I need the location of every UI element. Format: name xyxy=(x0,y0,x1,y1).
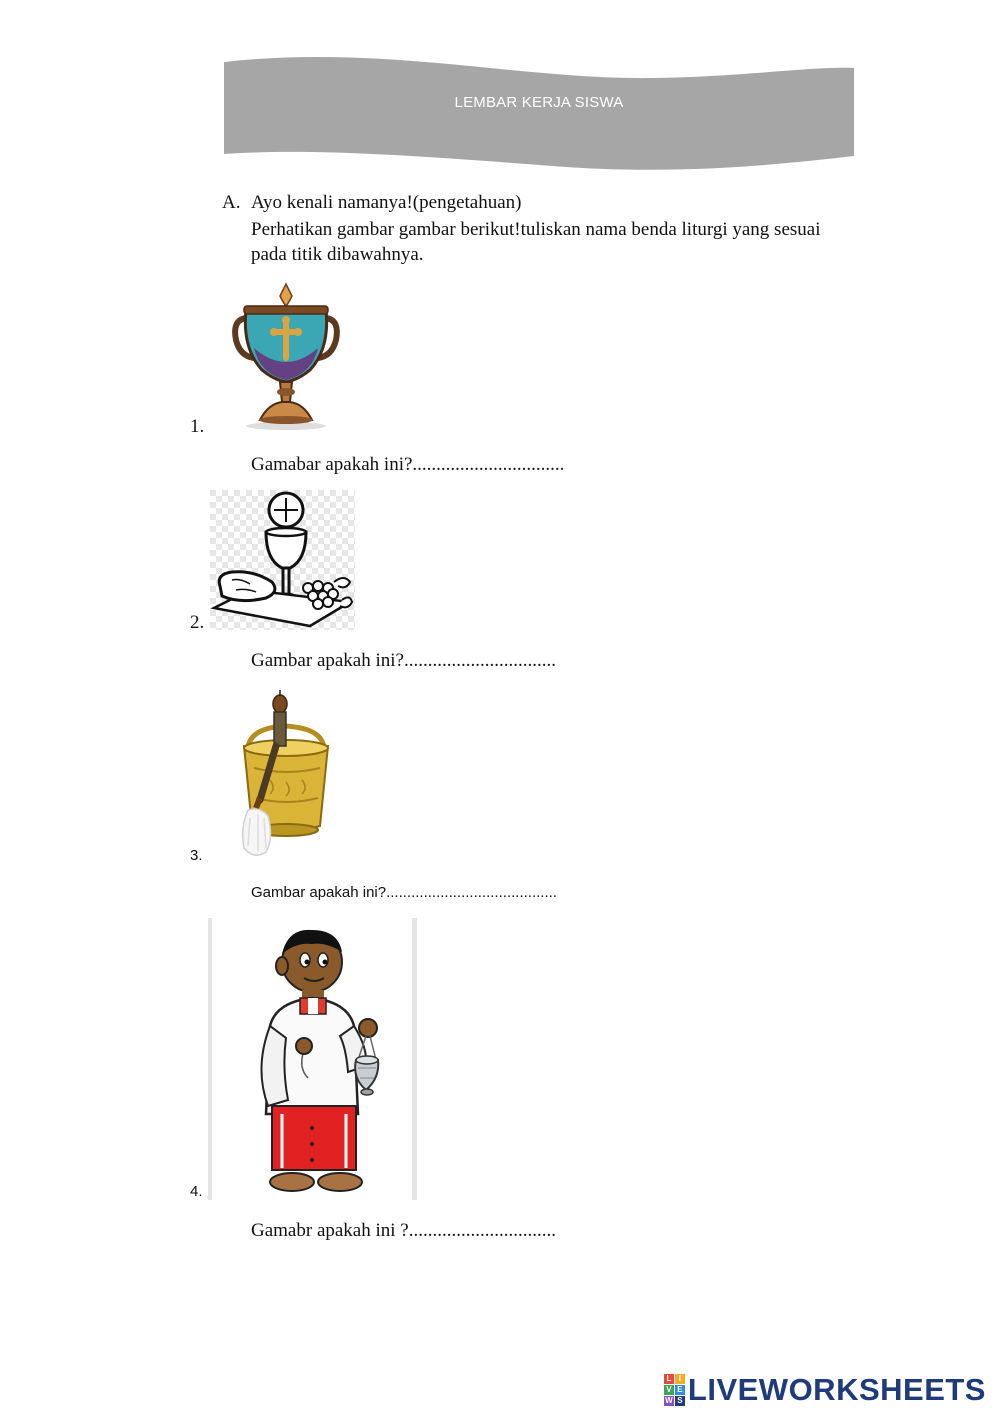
holy-water-bucket-icon xyxy=(230,688,340,860)
section-title: Ayo kenali namanya!(pengetahuan) xyxy=(251,192,522,213)
logo-grid-icon: L I V E W S xyxy=(664,1374,685,1406)
altar-boy-thurible-icon xyxy=(208,918,418,1200)
chalice-icon xyxy=(210,278,362,431)
liveworksheets-logo[interactable] xyxy=(664,1372,986,1408)
item-number-2: 2. xyxy=(190,612,205,633)
section-letter: A. xyxy=(222,192,241,213)
item-number-1: 1. xyxy=(190,416,205,437)
item-number-3: 3. xyxy=(190,847,203,864)
item-number-4: 4. xyxy=(190,1183,203,1200)
header-banner xyxy=(222,52,856,174)
question-1[interactable]: Gamabar apakah ini?................................ xyxy=(251,454,565,475)
question-2[interactable]: Gambar apakah ini?................................ xyxy=(251,650,556,671)
question-3[interactable]: Gambar apakah ini?......................................... xyxy=(251,884,557,901)
logo-text: LIVEWORKSHEETS xyxy=(687,1372,986,1407)
host-chalice-bread-grapes-icon xyxy=(210,490,355,630)
section-instruction: Perhatikan gambar gambar berikut!tuliskan nama benda liturgi yang sesuai pada titik dibawahnya. xyxy=(251,219,821,265)
question-4[interactable]: Gamabr apakah ini ?............................... xyxy=(251,1220,556,1241)
worksheet-title: LEMBAR KERJA SISWA xyxy=(454,94,624,111)
